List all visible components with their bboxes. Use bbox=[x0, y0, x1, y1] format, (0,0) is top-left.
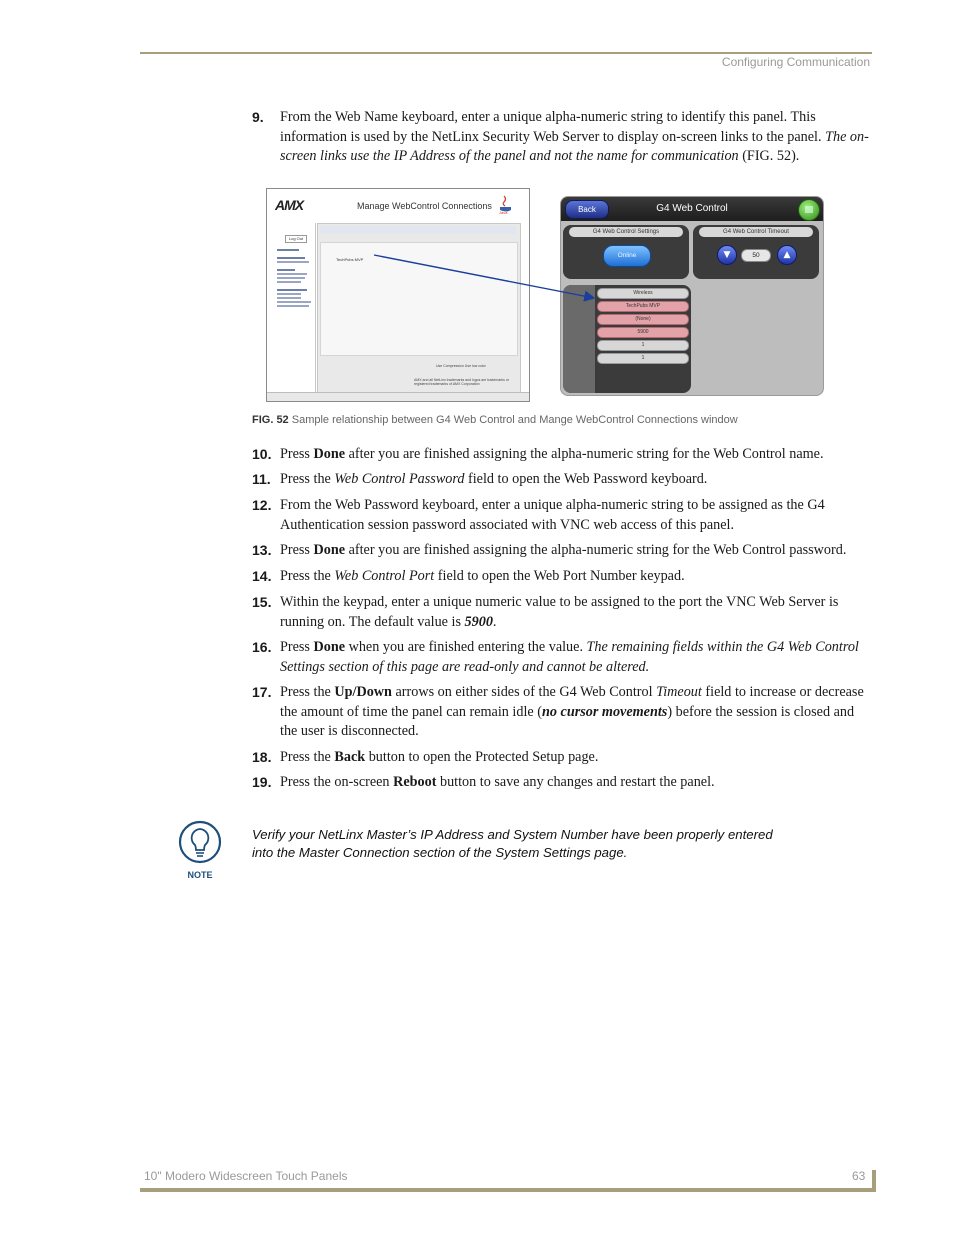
logout-button[interactable]: Log Out bbox=[285, 235, 307, 243]
current-connections-field: 1 bbox=[597, 353, 689, 364]
web-port-field[interactable]: 5900 bbox=[597, 327, 689, 338]
settings-section bbox=[563, 225, 689, 279]
sidebar bbox=[273, 223, 316, 393]
sidebar-item[interactable] bbox=[277, 249, 299, 251]
caption-text: Sample relationship between G4 Web Control and Mange WebControl Connections window bbox=[291, 414, 738, 426]
sidebar-item[interactable] bbox=[277, 261, 309, 263]
step-15: 15. Within the keypad, enter a unique numeric value to be assigned to the port the VNC Web Server is running on. The default value is 5900. bbox=[252, 594, 839, 630]
step-12: 12. From the Web Password keyboard, enter a unique alpha-numeric string to be assigned as the G4 Authentication session password associated with VNC web access of this panel. bbox=[252, 497, 825, 533]
step-13: 13. Press Done after you are finished assigning the alpha-numeric string for the Web Control password. bbox=[252, 541, 872, 561]
timeout-section bbox=[693, 225, 819, 279]
svg-text:Java: Java bbox=[499, 210, 508, 215]
sidebar-item[interactable] bbox=[277, 305, 309, 307]
step-11: 11. Press the Web Control Password field to open the Web Password keyboard. bbox=[252, 470, 872, 490]
step-10: 10. Press Done after you are finished assigning the alpha-numeric string for the Web Control name. bbox=[252, 445, 872, 465]
sidebar-item[interactable] bbox=[277, 297, 301, 299]
field-labels bbox=[563, 285, 595, 393]
max-connections-field: 1 bbox=[597, 340, 689, 351]
up-arrow-icon[interactable]: ▲ bbox=[777, 245, 797, 265]
sidebar-item[interactable] bbox=[277, 273, 307, 275]
sidebar-item[interactable] bbox=[277, 281, 301, 283]
step-9: 9. From the Web Name keyboard, enter a unique alpha-numeric string to identify this panel. This information is used by the NetLinx Security Web Server to display on-screen links to the panel. The on-screen links use the IP Address of the panel and not the name for communication (FIG. 52). bbox=[252, 109, 869, 165]
step-number: 18. bbox=[252, 749, 272, 765]
step-number: 14. bbox=[252, 568, 272, 584]
legal-text: AMX and all NetLinx trademarks and logos are trademarks or registered trademarks of AMX Corporation bbox=[414, 378, 509, 386]
connections-panel bbox=[317, 223, 521, 395]
amx-logo: AMX bbox=[275, 197, 304, 213]
title-bar bbox=[561, 197, 823, 221]
online-button[interactable]: Online bbox=[603, 245, 651, 267]
web-name-field[interactable]: TechPubs MVP bbox=[597, 301, 689, 312]
sidebar-item[interactable] bbox=[277, 293, 301, 295]
settings-fields bbox=[563, 285, 691, 393]
panel-header-bar bbox=[320, 226, 516, 234]
figure-number: FIG. 52 bbox=[252, 414, 289, 426]
step-16: 16. Press Done when you are finished entering the value. The remaining fields within the G4 Web Control Settings section of this page are read-only and cannot be altered. bbox=[252, 639, 859, 675]
note-label: NOTE bbox=[187, 870, 213, 880]
section-title: Configuring Communication bbox=[721, 55, 870, 69]
window-title: Manage WebControl Connections bbox=[357, 201, 492, 211]
step-number: 13. bbox=[252, 542, 272, 558]
sidebar-item[interactable] bbox=[277, 301, 311, 303]
g4-web-control-screen bbox=[560, 196, 824, 396]
timeout-value: 50 bbox=[741, 249, 771, 262]
sidebar-item[interactable] bbox=[277, 269, 295, 271]
step-18: 18. Press the Back button to open the Protected Setup page. bbox=[252, 748, 872, 768]
sidebar-item[interactable] bbox=[277, 289, 307, 291]
down-arrow-icon[interactable]: ▼ bbox=[717, 245, 737, 265]
sidebar-item[interactable] bbox=[277, 277, 305, 279]
java-icon bbox=[495, 193, 517, 215]
manage-webcontrol-window bbox=[266, 188, 530, 402]
step-number: 10. bbox=[252, 446, 272, 462]
browser-status-bar bbox=[267, 392, 529, 402]
note-text: Verify your NetLinx Master’s IP Address and System Number have been properly entered into the Master Connection section of the System Settings page. bbox=[252, 827, 773, 860]
step-number: 11. bbox=[252, 471, 271, 487]
timeout-header: G4 Web Control Timeout bbox=[699, 227, 813, 237]
step-number: 9. bbox=[252, 109, 264, 125]
home-icon[interactable] bbox=[798, 199, 820, 221]
step-number: 12. bbox=[252, 497, 272, 513]
g4-title: G4 Web Control bbox=[656, 203, 728, 214]
back-button[interactable]: Back bbox=[565, 200, 609, 219]
settings-header: G4 Web Control Settings bbox=[569, 227, 683, 237]
page-number: 63 bbox=[852, 1169, 866, 1183]
figure-caption bbox=[252, 414, 738, 426]
step-number: 16. bbox=[252, 639, 272, 655]
web-password-field[interactable]: (None) bbox=[597, 314, 689, 325]
lightbulb-note-icon bbox=[176, 820, 224, 882]
step-number: 17. bbox=[252, 684, 272, 700]
sidebar-item[interactable] bbox=[277, 257, 305, 259]
header-rule bbox=[140, 52, 872, 54]
panel-link[interactable]: TechPubs MVP bbox=[336, 257, 364, 262]
step-17: 17. Press the Up/Down arrows on either sides of the G4 Web Control Timeout field to increase or decrease the amount of time the panel can remain idle (no cursor movements) before the session is closed and the user is disconnected. bbox=[252, 684, 864, 740]
step-19: 19. Press the on-screen Reboot button to save any changes and restart the panel. bbox=[252, 773, 872, 793]
step-14: 14. Press the Web Control Port field to open the Web Port Number keypad. bbox=[252, 567, 872, 587]
footer-rule bbox=[140, 1188, 876, 1192]
connection-type-field: Wireless bbox=[597, 288, 689, 299]
step-number: 19. bbox=[252, 774, 272, 790]
step-number: 15. bbox=[252, 594, 272, 610]
compression-options[interactable]: Use Compression Use low color bbox=[436, 364, 486, 368]
footer-title: 10" Modero Widescreen Touch Panels bbox=[144, 1169, 348, 1183]
figure-52 bbox=[266, 188, 822, 403]
